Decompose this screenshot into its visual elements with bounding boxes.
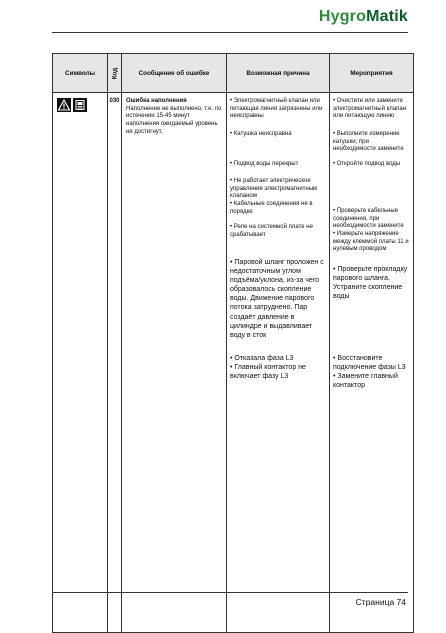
action-item: • Очистите или замените электромагнитный клапан или питающую линию	[333, 98, 407, 120]
header-rule	[52, 32, 408, 33]
warning-icon	[57, 98, 71, 112]
action-item: • Выполните измерение катушки; при необходимости замените	[333, 131, 404, 153]
symbols-cell	[53, 93, 108, 633]
header-cause: Возможная причина	[227, 54, 330, 93]
header-action: Мероприятия	[330, 54, 414, 93]
header-symbols: Символы	[53, 54, 108, 93]
hygromatik-logo	[319, 8, 408, 26]
page-number: Страница 74	[355, 597, 406, 607]
action-item: • Проверьте прокладку парового шланга. Устраните скопление воды	[333, 266, 408, 301]
error-table	[52, 53, 414, 633]
message-text: Наполнение не выполнено, т.е. по истечении 15-45 минут наполнения ожидаемый уровень не достигнут.	[126, 105, 222, 135]
action-cell	[330, 93, 414, 633]
cause-item: • Электромагнитный клапан или питающая линия загрязнены или неисправны	[230, 98, 323, 120]
cause-cell	[227, 93, 330, 633]
cause-item: • Отказала фаза L3 • Главный контактор не включает фазу L3	[230, 355, 306, 381]
cause-item: • Катушка неисправна	[230, 131, 292, 137]
cause-item: • Паровой шланг проложен с недостаточным углом подъёма/уклона, из-за чего образовалось скопление воды. Движение парового потока затруднено. Пар создаёт давление в цилиндре и выдавливает воду в сток	[230, 259, 324, 339]
error-code: 030	[108, 93, 122, 633]
message-cell	[122, 93, 227, 633]
header-message: Сообщение об ошибке	[122, 54, 227, 93]
logo-prefix: Hygro	[318, 8, 367, 25]
action-item: • Проверьте кабельные соединения, при необходимости замените • Измерьте напряжение между клеммой платы 11 и нулевым проводом	[333, 208, 409, 253]
table-row	[53, 93, 414, 633]
cause-item: • Подвод воды перекрыт	[230, 161, 299, 167]
header-code: Код	[108, 54, 122, 93]
logo-suffix: Matik	[366, 8, 408, 25]
cause-item: • Реле на системной плате не срабатывает	[230, 224, 313, 238]
action-item: • Откройте подвод воды	[333, 161, 401, 167]
display-icon	[73, 98, 87, 112]
footer-rule	[52, 592, 408, 593]
message-title: Ошибка наполнения	[126, 98, 187, 104]
cause-item: • Не работает электрическое управление электромагнитным клапаном • Кабельные соединения не в порядке	[230, 178, 318, 215]
action-item: • Восстановите подключение фазы L3 • Замените главный контактор	[333, 355, 406, 390]
